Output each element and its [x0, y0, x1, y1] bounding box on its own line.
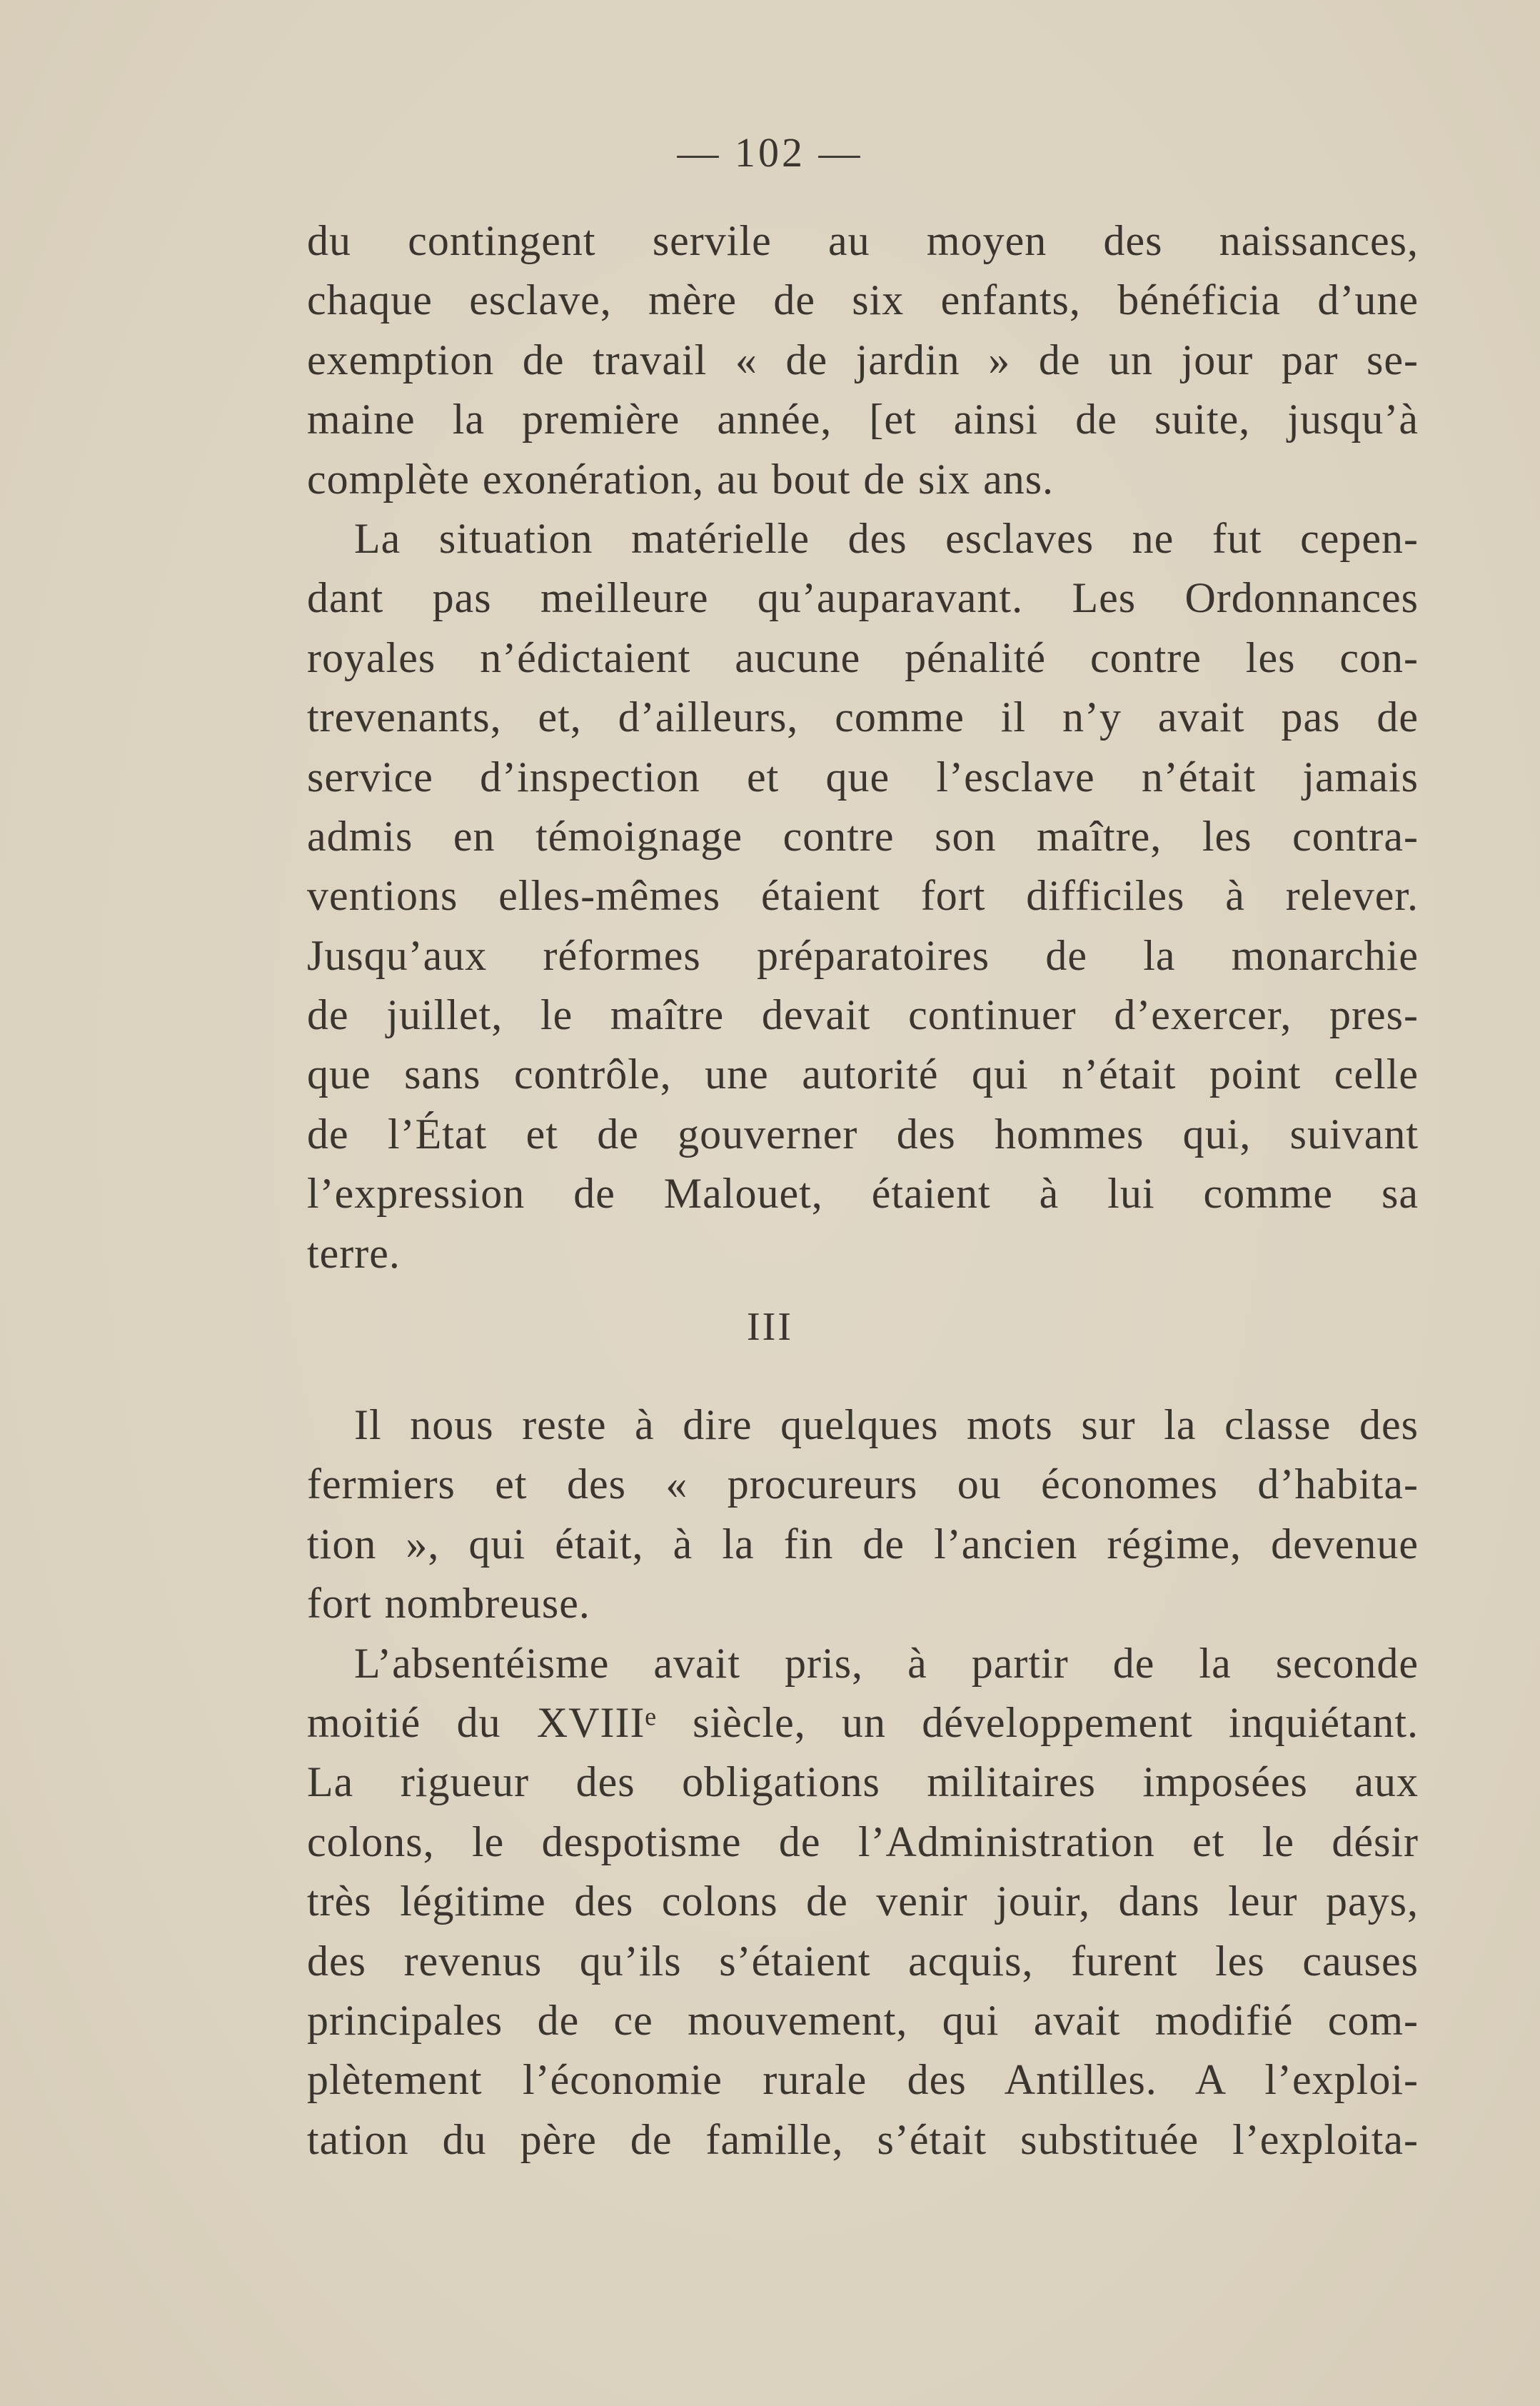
text-line: L’absentéisme avait pris, à partir de la seconde [354, 1639, 1419, 1687]
text-line: chaque esclave, mère de six enfants, bénéficia d’une [307, 276, 1419, 324]
text-line: fermiers et des « procureurs ou économes d’habita- [307, 1460, 1419, 1508]
text-line: Jusqu’aux réformes préparatoires de la monarchie [307, 931, 1419, 979]
paragraph-absenteisme [307, 1634, 1419, 2170]
page-number: — 102 — [677, 129, 863, 176]
text-line: colons, le despotisme de l’Administration et le désir [307, 1818, 1419, 1865]
text-line: trevenants, et, d’ailleurs, comme il n’y avait pas de [307, 693, 1419, 741]
text-line: tion », qui était, à la fin de l’ancien régime, devenue [307, 1520, 1419, 1568]
paragraph-situation [307, 509, 1419, 1283]
text-line: moitié du XVIIIᵉ siècle, un développement inquiétant. [307, 1698, 1419, 1746]
text-line: plètement l’économie rurale des Antilles. A l’exploi- [307, 2056, 1419, 2104]
text-line: admis en témoignage contre son maître, les contra- [307, 812, 1419, 860]
text-line: dant pas meilleure qu’auparavant. Les Ordonnances [307, 574, 1419, 622]
paragraph-continuation [307, 211, 1419, 509]
text-line: La situation matérielle des esclaves ne fut cepen- [354, 514, 1419, 562]
text-line: maine la première année, [et ainsi de suite, jusqu’à [307, 396, 1419, 443]
text-line: complète exonération, au bout de six ans. [307, 455, 1055, 503]
text-line: que sans contrôle, une autorité qui n’était point celle [307, 1051, 1419, 1098]
text-line: des revenus qu’ils s’étaient acquis, furent les causes [307, 1937, 1419, 1985]
text-line: du contingent servile au moyen des naissances, [307, 217, 1419, 264]
text-line: fort nombreuse. [307, 1580, 590, 1628]
text-block-lower [307, 1395, 1419, 2170]
paragraph-fermiers [307, 1395, 1419, 1634]
text-block-upper [307, 211, 1419, 1283]
text-line: royales n’édictaient aucune pénalité contre les con- [307, 633, 1419, 681]
text-line: Il nous reste à dire quelques mots sur la classe des [354, 1401, 1419, 1448]
text-line: principales de ce mouvement, qui avait modifié com- [307, 1996, 1419, 2044]
text-line: de l’État et de gouverner des hommes qui, suivant [307, 1110, 1419, 1158]
text-line: exemption de travail « de jardin » de un jour par se- [307, 336, 1419, 384]
text-line: très légitime des colons de venir jouir, dans leur pays, [307, 1878, 1419, 1925]
section-heading: III [747, 1305, 793, 1349]
text-line: La rigueur des obligations militaires imposées aux [307, 1758, 1419, 1806]
text-line: terre. [307, 1229, 401, 1277]
text-line: service d’inspection et que l’esclave n’était jamais [307, 753, 1419, 801]
text-line: tation du père de famille, s’était substituée l’exploita- [307, 2115, 1419, 2163]
text-line: ventions elles-mêmes étaient fort difficiles à relever. [307, 872, 1419, 920]
text-line: l’expression de Malouet, étaient à lui comme sa [307, 1170, 1419, 1218]
text-line: de juillet, le maître devait continuer d’exercer, pres- [307, 991, 1419, 1039]
